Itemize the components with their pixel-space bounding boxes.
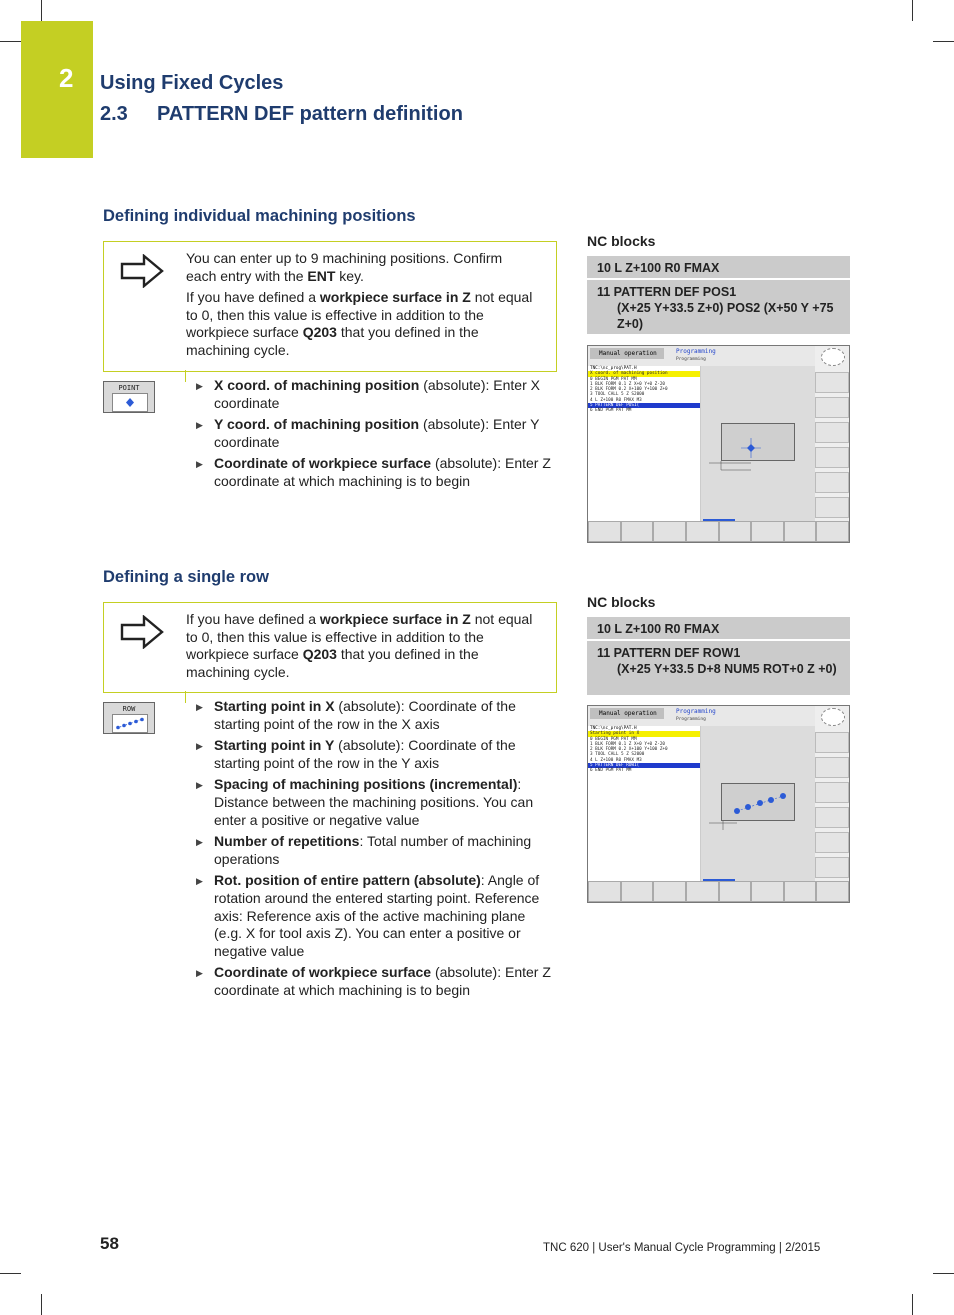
nc-block-row: 10 L Z+100 R0 FMAX [587, 617, 850, 639]
section-title [100, 103, 463, 126]
row-softkey[interactable]: ROW [103, 702, 155, 734]
arrow-right-icon [120, 254, 164, 288]
nc-block-row: 11 PATTERN DEF POS1 (X+25 Y+33.5 Z+0) POS2 (X+50 Y +75 Z+0) [587, 280, 850, 334]
divider [185, 370, 186, 382]
crop-mark [933, 1273, 954, 1274]
tnc-screenshot-2 [587, 705, 850, 903]
program-listing: TNC:\nc_prog\PAT.H X coord. of machining position 0 BEGIN PGM PAT MM 1 BLK FORM 0.1 Z X+0 Y+0 Z-20 2 BLK FORM 0.2 X+100 Y+100 Z+0 3 TOOL CALL 5 Z S2000 4 L Z+100 R0 FMAX M3 5 PATTERN DEF POS1( 6 END PGM PAT MM [588, 366, 701, 521]
chapter-title: Using Fixed Cycles [100, 72, 284, 94]
graphic-view [701, 726, 815, 881]
list-item: ▶ Coordinate of workpiece surface (absolute): Enter Z coordinate at which machining is to begin [192, 455, 554, 490]
list-item: ▶ Spacing of machining positions (incremental): Distance between the machining positions. You can enter a positive or negative value [192, 776, 554, 829]
graphic-view [701, 366, 815, 521]
footer-text: TNC 620 | User's Manual Cycle Programming | 2/2015 [543, 1242, 821, 1254]
crop-mark [0, 1273, 21, 1274]
gear-icon [821, 708, 845, 726]
mode-manual: Manual operation [590, 708, 664, 719]
crop-mark [41, 1294, 42, 1315]
horizontal-softkeys [588, 881, 849, 902]
horizontal-softkeys [588, 521, 849, 542]
gear-icon [821, 348, 845, 366]
crop-mark [41, 0, 42, 21]
list-item: ▶ Starting point in Y (absolute): Coordinate of the starting point of the row in the Y axis [192, 737, 554, 772]
tnc-screenshot-1 [587, 345, 850, 543]
section2-list [192, 698, 554, 1004]
nc-block-row: 11 PATTERN DEF ROW1 (X+25 Y+33.5 D+8 NUM5 ROT+0 Z +0) [587, 641, 850, 695]
list-item: ▶ Rot. position of entire pattern (absolute): Angle of rotation around the entered starting point. Reference axis: Reference axis of the active machining plane (e.g. X for tool axis Z). You can enter a positive or negative value [192, 872, 554, 960]
section1-heading: Defining individual machining positions [103, 207, 416, 225]
nc-blocks-label: NC blocks [587, 594, 656, 610]
section2-heading: Defining a single row [103, 568, 269, 586]
list-item: ▶ Number of repetitions: Total number of machining operations [192, 833, 554, 868]
mode-manual: Manual operation [590, 348, 664, 359]
mode-programming: Programming Programming [676, 348, 716, 362]
program-listing: TNC:\nc_prog\PAT.H Starting point in X 0 BEGIN PGM PAT MM 1 BLK FORM 0.1 Z X+0 Y+0 Z-20 2 BLK FORM 0.2 X+100 Y+100 Z+0 3 TOOL CALL 5 Z S2000 4 L Z+100 R0 FMAX M3 5 PATTERN DEF ROW1( 6 END PGM PAT MM [588, 726, 701, 881]
nc-blocks-label: NC blocks [587, 233, 656, 249]
note-box-1 [103, 241, 557, 372]
note1-paragraph-2: If you have defined a workpiece surface in Z not equal to 0, then this value is effective in addition to the workpiece surface Q203 that you defined in the machining cycle. [186, 289, 533, 358]
section-name: PATTERN DEF pattern definition [157, 103, 463, 125]
arrow-right-icon [120, 615, 164, 649]
point-icon [112, 393, 148, 412]
section1-list [192, 377, 554, 495]
crop-mark [0, 41, 21, 42]
vertical-softkeys [815, 732, 849, 903]
list-item: ▶ Y coord. of machining position (absolute): Enter Y coordinate [192, 416, 554, 451]
list-item: ▶ Coordinate of workpiece surface (absolute): Enter Z coordinate at which machining is to begin [192, 964, 554, 999]
row-icon [112, 714, 148, 733]
chapter-number: 2 [59, 63, 74, 93]
divider [185, 691, 186, 703]
list-item: ▶ Starting point in X (absolute): Coordinate of the starting point of the row in the X axis [192, 698, 554, 733]
chapter-tab [21, 21, 93, 158]
nc-block-row: 10 L Z+100 R0 FMAX [587, 256, 850, 278]
page-number: 58 [100, 1234, 119, 1253]
vertical-softkeys [815, 372, 849, 543]
crop-mark [933, 41, 954, 42]
mode-programming: Programming Programming [676, 708, 716, 722]
section-number: 2.3 [100, 103, 128, 125]
crop-mark [912, 1294, 913, 1315]
point-softkey[interactable]: POINT [103, 381, 155, 413]
note1-paragraph-1: You can enter up to 9 machining positions. Confirm each entry with the ENT key. [186, 250, 503, 284]
note2-paragraph-1: If you have defined a workpiece surface in Z not equal to 0, then this value is effective in addition to the workpiece surface Q203 that you defined in the machining cycle. [186, 611, 533, 680]
crop-mark [912, 0, 913, 21]
list-item: ▶ X coord. of machining position (absolute): Enter X coordinate [192, 377, 554, 412]
note-box-2 [103, 602, 557, 693]
